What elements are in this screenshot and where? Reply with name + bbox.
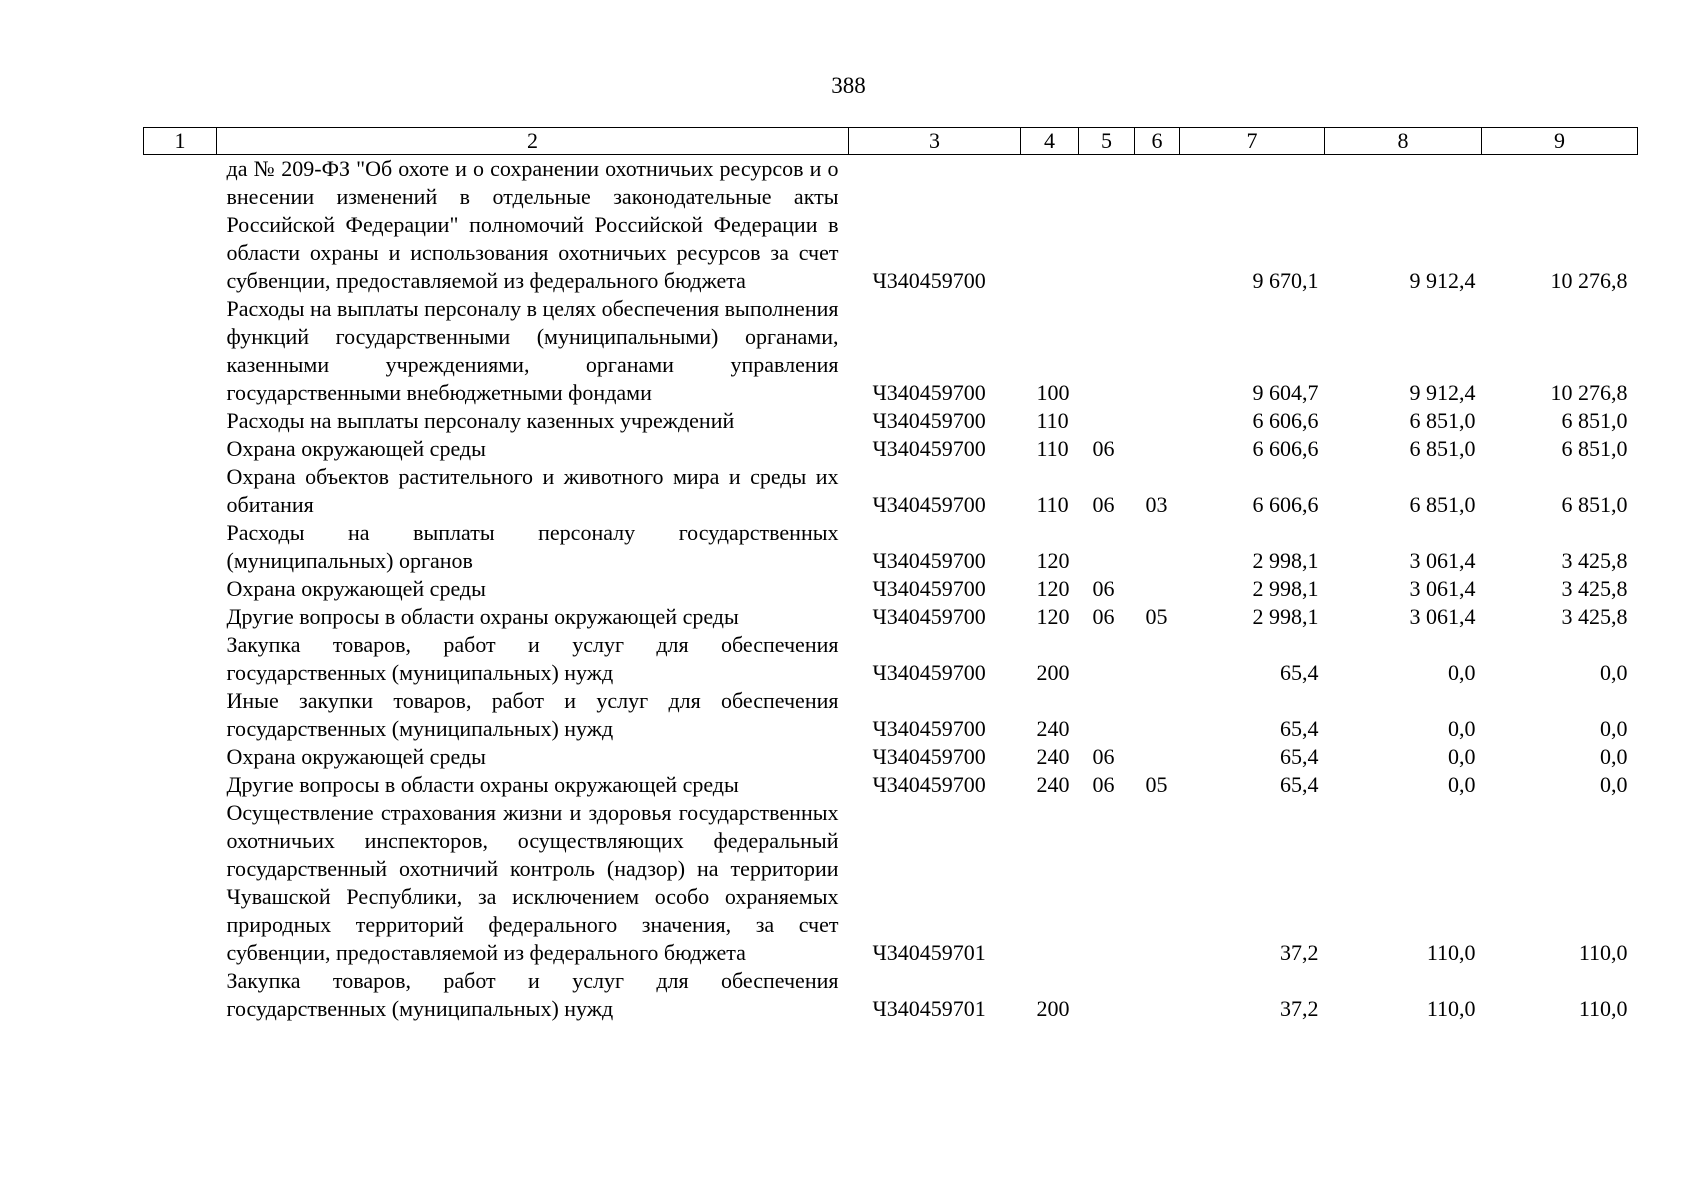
amount-col9: 6 851,0 [1561, 492, 1628, 517]
header-row [144, 128, 1638, 155]
table-header [144, 128, 1638, 155]
amount-col7: 65,4 [1280, 716, 1319, 741]
table-row [144, 575, 1638, 603]
expense-type-code: 120 [1036, 548, 1070, 573]
table-row [144, 519, 1638, 575]
section-code [1079, 519, 1135, 575]
cell-col1 [144, 463, 217, 519]
amount-col8: 6 851,0 [1409, 492, 1476, 517]
expense-name: Закупка товаров, работ и услуг для обеспечения государственных (муниципальных) нужд [226, 968, 839, 1021]
amount-col9: 10 276,8 [1550, 380, 1628, 405]
column-header-1: 1 [144, 128, 217, 155]
section-code [1079, 967, 1135, 1023]
cell-col1 [144, 687, 217, 743]
section-code [1079, 799, 1135, 967]
column-header-5: 5 [1079, 128, 1135, 155]
target-code: Ч340459700 [872, 548, 986, 573]
amount-col9: 0,0 [1600, 716, 1628, 741]
section-code: 06 [1092, 604, 1115, 629]
target-code: Ч340459700 [872, 716, 986, 741]
subsection-code: 05 [1145, 772, 1168, 797]
table-row [144, 967, 1638, 1023]
column-header-4: 4 [1021, 128, 1079, 155]
table-body [144, 155, 1638, 1024]
expense-name: Иные закупки товаров, работ и услуг для обеспечения государственных (муниципальных) нужд [226, 688, 839, 741]
subsection-code [1135, 575, 1180, 603]
cell-col1 [144, 967, 217, 1023]
amount-col8: 3 061,4 [1409, 548, 1476, 573]
amount-col7: 2 998,1 [1252, 576, 1319, 601]
amount-col8: 110,0 [1426, 940, 1476, 965]
cell-col1 [144, 631, 217, 687]
amount-col8: 3 061,4 [1409, 576, 1476, 601]
table-row [144, 463, 1638, 519]
expense-type-code: 240 [1036, 772, 1070, 797]
table-row [144, 799, 1638, 967]
column-header-6: 6 [1135, 128, 1180, 155]
amount-col7: 6 606,6 [1252, 436, 1319, 461]
expense-name: Расходы на выплаты персоналу в целях обеспечения выполнения функций государственными (муниципальными) органами, казенными учреждениями, органами управления государственными внебюджетными фондами [226, 296, 839, 405]
cell-col1 [144, 575, 217, 603]
expense-type-code: 110 [1036, 408, 1069, 433]
table-row [144, 631, 1638, 687]
subsection-code [1135, 687, 1180, 743]
amount-col8: 9 912,4 [1409, 268, 1476, 293]
amount-col7: 37,2 [1280, 940, 1319, 965]
subsection-code [1135, 799, 1180, 967]
subsection-code [1135, 631, 1180, 687]
subsection-code [1135, 967, 1180, 1023]
amount-col9: 6 851,0 [1561, 408, 1628, 433]
cell-col1 [144, 435, 217, 463]
subsection-code [1135, 295, 1180, 407]
amount-col7: 65,4 [1280, 660, 1319, 685]
subsection-code [1135, 407, 1180, 435]
amount-col8: 0,0 [1448, 772, 1476, 797]
expense-name: Закупка товаров, работ и услуг для обеспечения государственных (муниципальных) нужд [226, 632, 839, 685]
target-code: Ч340459700 [872, 660, 986, 685]
amount-col9: 3 425,8 [1561, 604, 1628, 629]
amount-col9: 0,0 [1600, 772, 1628, 797]
target-code: Ч340459700 [872, 604, 986, 629]
expense-name: Охрана окружающей среды [226, 436, 486, 461]
cell-col1 [144, 519, 217, 575]
expense-type-code: 240 [1036, 716, 1070, 741]
amount-col7: 65,4 [1280, 772, 1319, 797]
table-row [144, 435, 1638, 463]
expense-type-code: 200 [1036, 660, 1070, 685]
target-code: Ч340459700 [872, 408, 986, 433]
amount-col9: 0,0 [1600, 660, 1628, 685]
section-code [1079, 155, 1135, 296]
expense-name: Другие вопросы в области охраны окружающей среды [226, 772, 739, 797]
amount-col9: 110,0 [1578, 996, 1628, 1021]
target-code: Ч340459701 [872, 940, 986, 965]
amount-col9: 3 425,8 [1561, 548, 1628, 573]
expense-name: Другие вопросы в области охраны окружающей среды [226, 604, 739, 629]
subsection-code: 05 [1145, 604, 1168, 629]
amount-col7: 9 604,7 [1252, 380, 1319, 405]
expense-name: да № 209-ФЗ "Об охоте и о сохранении охотничьих ресурсов и о внесении изменений в отдельные законодательные акты Российской Федерации" полномочий Российской Федерации в области охраны и использования охотничьих ресурсов за счет субвенции, предоставляемой из федерального бюджета [226, 156, 839, 293]
target-code: Ч340459700 [872, 436, 986, 461]
expense-type-code: 100 [1036, 380, 1070, 405]
expense-name: Охрана объектов растительного и животного мира и среды их обитания [226, 464, 839, 517]
amount-col9: 110,0 [1578, 940, 1628, 965]
target-code: Ч340459700 [872, 380, 986, 405]
amount-col9: 6 851,0 [1561, 436, 1628, 461]
column-header-7: 7 [1180, 128, 1325, 155]
expense-type-code [1021, 799, 1079, 967]
table-row [144, 295, 1638, 407]
section-code: 06 [1092, 772, 1115, 797]
expense-type-code: 200 [1036, 996, 1070, 1021]
expense-type-code: 110 [1036, 436, 1069, 461]
budget-table [143, 127, 1638, 1023]
amount-col8: 6 851,0 [1409, 408, 1476, 433]
cell-col1 [144, 799, 217, 967]
amount-col8: 9 912,4 [1409, 380, 1476, 405]
table-row [144, 603, 1638, 631]
cell-col1 [144, 603, 217, 631]
section-code [1079, 687, 1135, 743]
amount-col8: 0,0 [1448, 744, 1476, 769]
subsection-code [1135, 743, 1180, 771]
target-code: Ч340459701 [872, 996, 986, 1021]
expense-name: Охрана окружающей среды [226, 576, 486, 601]
cell-col1 [144, 155, 217, 296]
table-row [144, 743, 1638, 771]
column-header-3: 3 [849, 128, 1021, 155]
subsection-code [1135, 435, 1180, 463]
amount-col8: 0,0 [1448, 716, 1476, 741]
cell-col1 [144, 743, 217, 771]
table-row [144, 155, 1638, 296]
section-code [1079, 631, 1135, 687]
section-code: 06 [1092, 436, 1115, 461]
amount-col8: 3 061,4 [1409, 604, 1476, 629]
cell-col1 [144, 295, 217, 407]
target-code: Ч340459700 [872, 268, 986, 293]
expense-type-code: 240 [1036, 744, 1070, 769]
expense-name: Осуществление страхования жизни и здоровья государственных охотничьих инспекторов, осуществляющих федеральный государственный охотничий контроль (надзор) на территории Чувашской Республики, за исключением особо охраняемых природных территорий федерального значения, за счет субвенции, предоставляемой из федерального бюджета [226, 800, 839, 965]
subsection-code [1135, 155, 1180, 296]
table-row [144, 687, 1638, 743]
column-header-2: 2 [217, 128, 849, 155]
expense-type-code: 120 [1036, 604, 1070, 629]
amount-col7: 2 998,1 [1252, 604, 1319, 629]
page-number: 388 [831, 73, 866, 98]
section-code: 06 [1092, 744, 1115, 769]
cell-col1 [144, 407, 217, 435]
amount-col9: 10 276,8 [1550, 268, 1628, 293]
expense-type-code: 120 [1036, 576, 1070, 601]
amount-col7: 6 606,6 [1252, 492, 1319, 517]
amount-col9: 0,0 [1600, 744, 1628, 769]
expense-name: Расходы на выплаты персоналу казенных учреждений [226, 408, 735, 433]
amount-col7: 9 670,1 [1252, 268, 1319, 293]
expense-name: Расходы на выплаты персоналу государственных (муниципальных) органов [226, 520, 839, 573]
column-header-9: 9 [1482, 128, 1638, 155]
amount-col7: 65,4 [1280, 744, 1319, 769]
column-header-8: 8 [1325, 128, 1482, 155]
amount-col7: 2 998,1 [1252, 548, 1319, 573]
amount-col9: 3 425,8 [1561, 576, 1628, 601]
cell-col1 [144, 771, 217, 799]
target-code: Ч340459700 [872, 576, 986, 601]
section-code [1079, 295, 1135, 407]
section-code: 06 [1092, 576, 1115, 601]
target-code: Ч340459700 [872, 744, 986, 769]
target-code: Ч340459700 [872, 492, 986, 517]
subsection-code: 03 [1145, 492, 1168, 517]
subsection-code [1135, 519, 1180, 575]
table-row [144, 407, 1638, 435]
expense-type-code: 110 [1036, 492, 1069, 517]
amount-col8: 110,0 [1426, 996, 1476, 1021]
amount-col7: 6 606,6 [1252, 408, 1319, 433]
table-row [144, 771, 1638, 799]
expense-name: Охрана окружающей среды [226, 744, 486, 769]
section-code: 06 [1092, 492, 1115, 517]
expense-type-code [1021, 155, 1079, 296]
amount-col8: 6 851,0 [1409, 436, 1476, 461]
target-code: Ч340459700 [872, 772, 986, 797]
section-code [1079, 407, 1135, 435]
amount-col8: 0,0 [1448, 660, 1476, 685]
amount-col7: 37,2 [1280, 996, 1319, 1021]
